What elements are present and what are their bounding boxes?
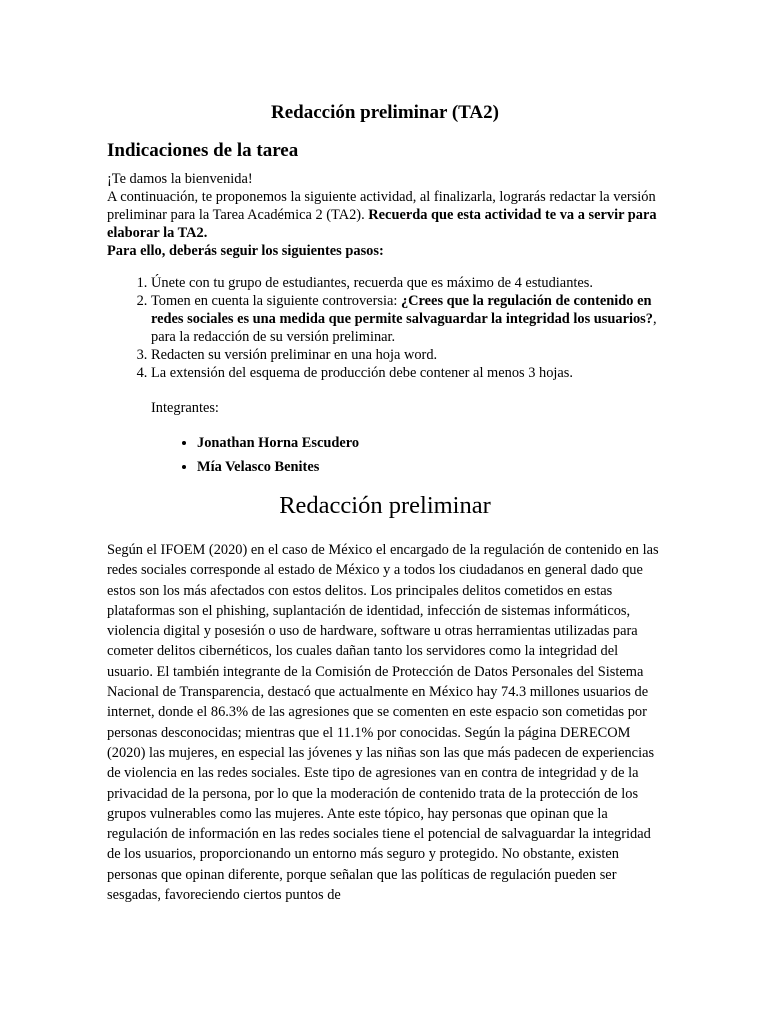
- members-list: [107, 434, 663, 476]
- steps-lead: [107, 242, 663, 260]
- intro-block: [107, 170, 663, 260]
- step-text: Tomen en cuenta la siguiente controversia:: [151, 293, 401, 309]
- intro-text: A continuación, te proponemos la siguiente actividad, al finalizarla, lograrás redactar la versión preliminar para la Tarea Académica 2 (TA2).: [107, 189, 656, 223]
- member-item: • Mía Velasco Benites: [197, 458, 663, 476]
- welcome-text: ¡Te damos la bienvenida!: [107, 171, 253, 187]
- step-text: , para la redacción de su versión preliminar.: [151, 311, 657, 345]
- step-item: 3. Redacten su versión preliminar en una hoja word.: [151, 346, 663, 364]
- document-page: [107, 100, 663, 905]
- draft-subtitle: Redacción preliminar: [279, 492, 491, 519]
- integrantes-label: Integrantes:: [151, 400, 219, 416]
- steps-list: [107, 274, 663, 382]
- section-heading: Indicaciones de la tarea: [107, 140, 299, 161]
- intro-bold-text: Recuerda que esta actividad te va a servir para elaborar la TA2.: [107, 207, 657, 241]
- step-item: [151, 292, 663, 346]
- document-title: Redacción preliminar (TA2): [271, 102, 499, 123]
- step-bold-text: ¿Crees que la regulación de contenido en redes sociales es una medida que permite salvaguardar la integridad los usuarios?: [151, 293, 653, 327]
- member-item: • Jonathan Horna Escudero: [197, 434, 663, 452]
- steps-lead-text: Para ello, deberás seguir los siguientes pasos:: [107, 243, 384, 259]
- step-item: 4. La extensión del esquema de producción debe contener al menos 3 hojas.: [151, 364, 663, 382]
- intro-paragraph: [107, 188, 663, 242]
- step-item: 1. Únete con tu grupo de estudiantes, recuerda que es máximo de 4 estudiantes.: [151, 274, 663, 292]
- body-paragraph: Según el IFOEM (2020) en el caso de México el encargado de la regulación de contenido en las redes sociales corresponde al estado de México y a todos los ciudadanos en general dado que estos son los más afectados con estos delitos. Los principales delitos cometidos en estas plataformas son el phishing, suplantación de identidad, infección de sistemas informáticos, violencia digital y posesión o uso de hardware, software u otras herramientas utilizadas para cometer delitos cibernéticos, los cuales dañan tanto los servidores como la integridad del usuario. El también integrante de la Comisión de Protección de Datos Personales del Sistema Nacional de Transparencia, destacó que actualmente en México hay 74.3 millones usuarios de internet, donde el 86.3% de las agresiones que se comenten en este espacio son cometidas por personas desconocidas; mientras que el 11.1% por conocidas. Según la página DERECOM (2020) las mujeres, en especial las jóvenes y las niñas son las que más padecen de experiencias de violencia en las redes sociales. Este tipo de agresiones van en contra de integridad y de la privacidad de la persona, por lo que la moderación de contenido trata de la protección de los grupos vulnerables como las mujeres. Ante este tópico, hay personas que opinan que la regulación de información en las redes sociales tiene el potencial de salvaguardar la integridad de los usuarios, proporcionando un entorno más seguro y protegido. No obstante, existen personas que opinan diferente, porque señalan que las políticas de regulación pueden ser sesgadas, favoreciendo ciertos puntos de: [107, 542, 659, 904]
